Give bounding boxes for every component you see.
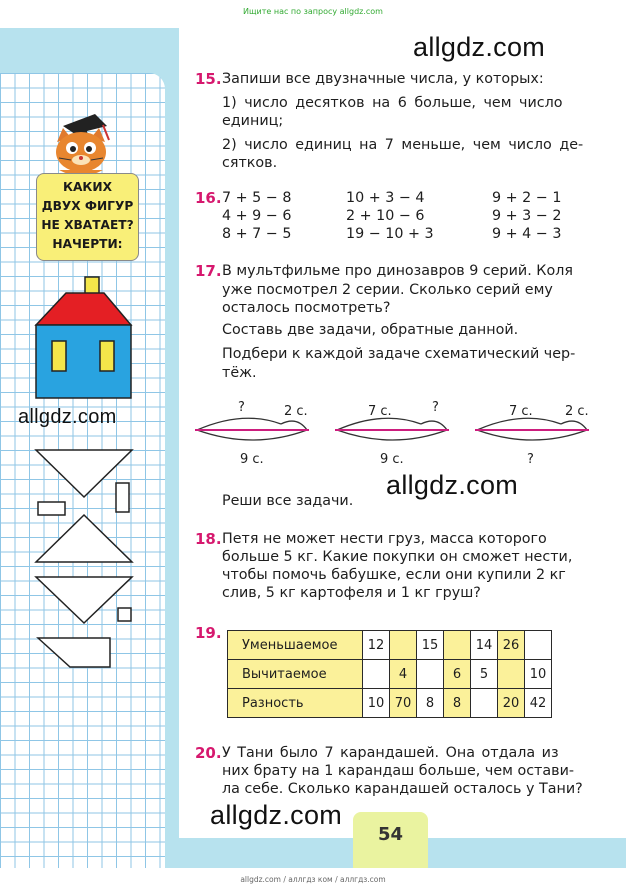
task-text: Петя не может нести груз, масса которого	[222, 531, 547, 547]
task-number: 19.	[195, 624, 222, 642]
expression: 9 + 4 − 3	[492, 226, 562, 242]
table-cell	[363, 660, 390, 689]
task-number: 16.	[195, 189, 222, 207]
watermark: allgdz.com	[386, 470, 519, 500]
diagram-label: 7 с.	[509, 404, 533, 419]
task-text: 1) число десятков на 6 больше, чем число	[222, 95, 563, 111]
task-text: сятков.	[222, 155, 278, 171]
task-text: У Тани было 7 карандашей. Она отдала из	[222, 745, 559, 761]
table-cell: 8	[444, 689, 471, 718]
task-text: ла себе. Сколько карандашей осталось у Тани?	[222, 781, 583, 797]
watermark: allgdz.com	[210, 800, 343, 830]
expression: 7 + 5 − 8	[222, 190, 292, 206]
diagram-label: 2 с.	[565, 404, 589, 419]
table-cell: 12	[363, 631, 390, 660]
scheme-diagram-1	[193, 414, 313, 454]
diagram-label: 9 с.	[240, 452, 264, 467]
table-row	[228, 689, 552, 718]
house-figure	[30, 274, 138, 402]
scheme-diagram-2	[333, 414, 453, 454]
cat-mascot-icon	[45, 112, 117, 178]
expression: 4 + 9 − 6	[222, 208, 292, 224]
task-text: них брату на 1 карандаш больше, чем остави-	[222, 763, 575, 779]
footer-note: allgdz.com / аллгдз ком / аллгдз.com	[240, 875, 386, 884]
task-text: слив, 5 кг картофеля и 1 кг груш?	[222, 585, 481, 601]
badge-line: ДВУХ ФИГУР	[41, 199, 134, 213]
task-text: больше 5 кг. Какие покупки он сможет нести,	[222, 549, 573, 565]
table-cell: 10	[363, 689, 390, 718]
page-number: 54	[353, 812, 428, 868]
row-header: Разность	[228, 689, 363, 718]
badge-line: НЕ ХВАТАЕТ?	[41, 218, 134, 232]
diagram-label: ?	[527, 452, 534, 467]
expression: 9 + 2 − 1	[492, 190, 562, 206]
table-row	[228, 631, 552, 660]
table-cell	[525, 631, 552, 660]
shapes-figure	[30, 445, 140, 680]
expression: 10 + 3 − 4	[346, 190, 425, 206]
task-text: Составь две задачи, обратные данной.	[222, 322, 519, 338]
row-header: Уменьшаемое	[228, 631, 363, 660]
table-cell: 15	[417, 631, 444, 660]
task-text: уже посмотрел 2 серии. Сколько серий ему	[222, 282, 553, 298]
diagram-label: ?	[238, 400, 245, 415]
task-text: чтобы помочь бабушке, если они купили 2 кг	[222, 567, 566, 583]
hint-badge	[36, 173, 139, 261]
row-header: Вычитаемое	[228, 660, 363, 689]
expression: 9 + 3 − 2	[492, 208, 562, 224]
task-text: В мультфильме про динозавров 9 серий. Коля	[222, 263, 573, 279]
diagram-label: 2 с.	[284, 404, 308, 419]
table-cell	[471, 689, 498, 718]
table-cell: 70	[390, 689, 417, 718]
table-cell	[417, 660, 444, 689]
table-row	[228, 660, 552, 689]
watermark: allgdz.com	[18, 406, 117, 428]
diagram-label: 7 с.	[368, 404, 392, 419]
watermark: allgdz.com	[413, 32, 546, 62]
table-cell	[498, 660, 525, 689]
badge-line: НАЧЕРТИ:	[52, 237, 123, 251]
scheme-diagram-3	[473, 414, 593, 454]
expression: 8 + 7 − 5	[222, 226, 292, 242]
task-text: Подбери к каждой задаче схематический чер-	[222, 346, 576, 362]
table-cell: 10	[525, 660, 552, 689]
subtraction-table	[227, 630, 552, 718]
table-cell: 20	[498, 689, 525, 718]
task-number: 15.	[195, 70, 222, 88]
table-cell: 8	[417, 689, 444, 718]
task-text: 2) число единиц на 7 меньше, чем число де-	[222, 137, 584, 153]
table-cell: 6	[444, 660, 471, 689]
task-number: 17.	[195, 262, 222, 280]
table-cell: 42	[525, 689, 552, 718]
diagram-label: ?	[432, 400, 439, 415]
task-text: Реши все задачи.	[222, 493, 354, 509]
table-cell: 26	[498, 631, 525, 660]
table-cell: 14	[471, 631, 498, 660]
task-number: 20.	[195, 744, 222, 762]
table-cell	[390, 631, 417, 660]
task-number: 18.	[195, 530, 222, 548]
diagram-label: 9 с.	[380, 452, 404, 467]
task-text: осталось посмотреть?	[222, 300, 391, 316]
expression: 2 + 10 − 6	[346, 208, 425, 224]
table-cell	[444, 631, 471, 660]
task-text: Запиши все двузначные числа, у которых:	[222, 71, 544, 87]
task-text: единиц;	[222, 113, 284, 129]
table-cell: 5	[471, 660, 498, 689]
expression: 19 − 10 + 3	[346, 226, 434, 242]
task-text: тёж.	[222, 365, 257, 381]
badge-line: КАКИХ	[63, 180, 112, 194]
top-note: Ищите нас по запросу allgdz.com	[243, 7, 383, 16]
table-cell: 4	[390, 660, 417, 689]
